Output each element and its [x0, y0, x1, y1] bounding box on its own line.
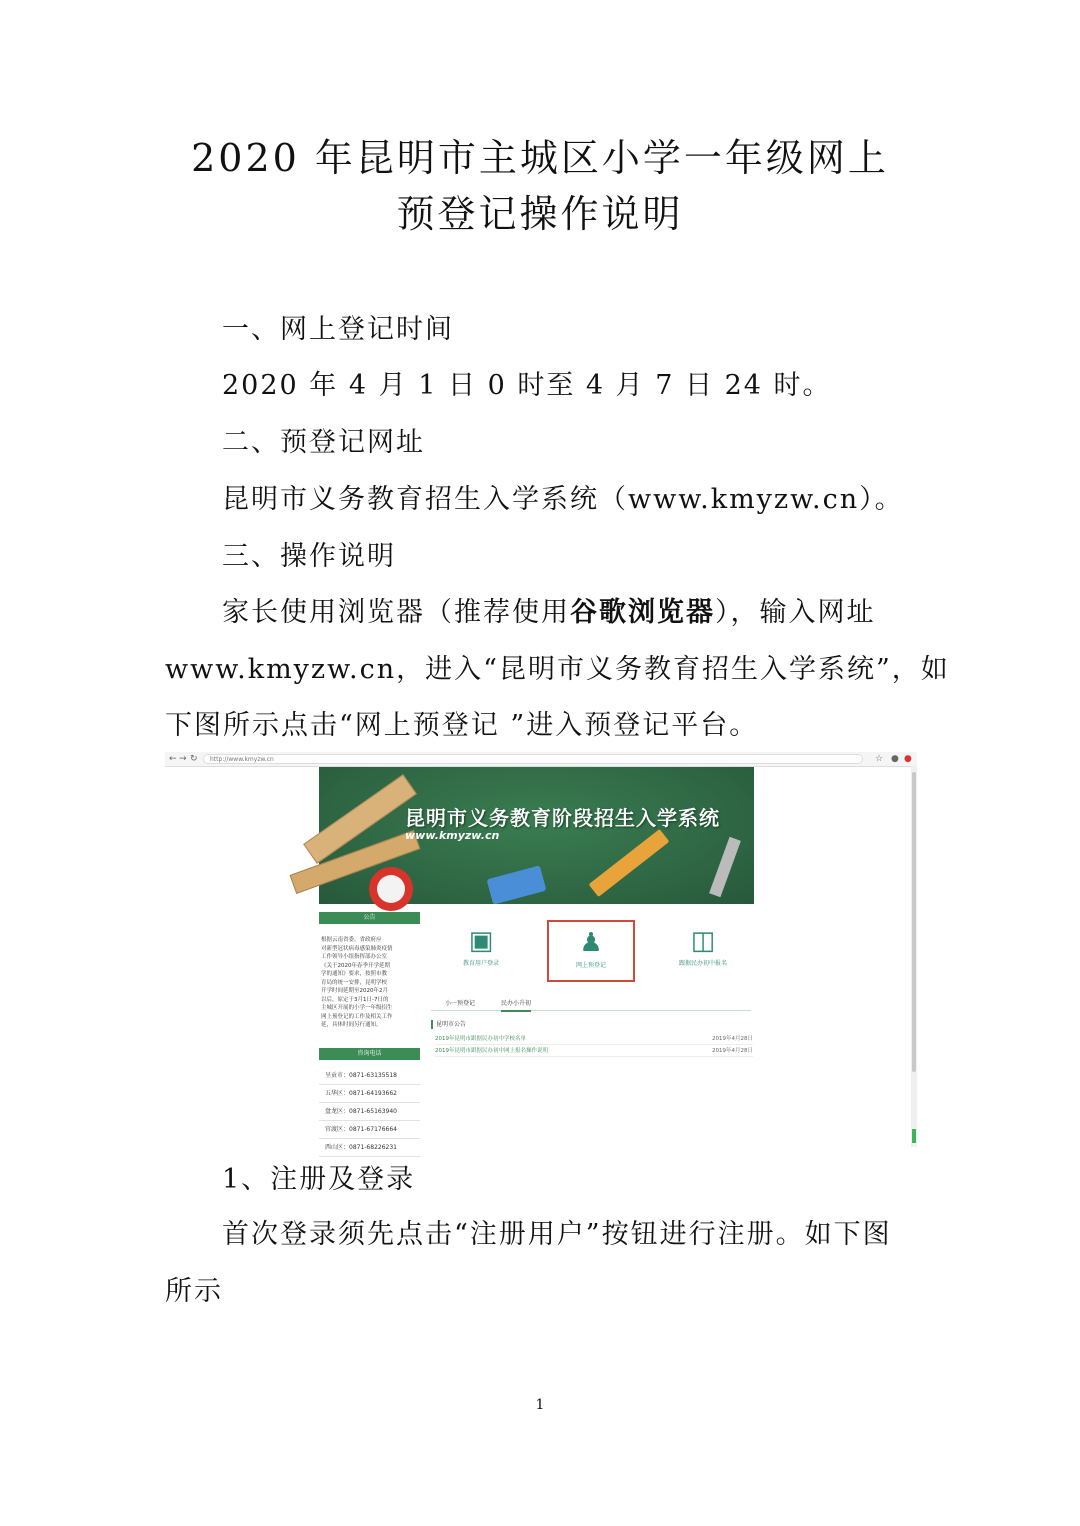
section3-paragraph-line1	[222, 593, 917, 633]
website-screenshot	[165, 752, 917, 1151]
clock-illustration	[369, 867, 413, 911]
section1-text: 2020 年 4 月 1 日 0 时至 4 月 7 日 24 时。	[222, 370, 832, 401]
star-icon: ☆	[875, 754, 884, 764]
news-item[interactable]: 2019年昆明市跟据民办初中学校名单 2019年4月28日	[435, 1034, 753, 1045]
section3-paragraph-line2: www.kmyzw.cn，进入“昆明市义务教育招生入学系统”，如	[165, 654, 950, 685]
section3-text-c: ），输入网址	[715, 597, 876, 628]
news-tabs	[431, 998, 751, 1011]
phone-list	[319, 1067, 420, 1157]
account-icon: ●	[891, 754, 899, 764]
online-preregistration-button[interactable]: ♟ 网上预登记	[547, 920, 635, 982]
forward-icon: →	[179, 754, 187, 764]
section3-heading: 三、操作说明	[222, 541, 396, 572]
section3-paragraph-line3: 下图所示点击“网上预登记 ”进入预登记平台。	[165, 710, 759, 741]
site-banner	[319, 767, 754, 904]
phone-row: 五华区：0871-64193662	[319, 1085, 420, 1103]
scrollbar-thumb	[912, 772, 916, 1072]
subsection1-heading: 1、注册及登录	[222, 1164, 416, 1195]
notice-body: 根据云南省委、省政府应 对新型冠状病毒感染肺炎疫情 工作领导小组指挥部办公室 《关于2020年春季开学延期 学的通知》要求，按照市教 育局的统一安排，昆明学校 开学时间延期至2020年2月 以后，原定于3月1日-7日的 主城区开展的小学一年级招生 网上预登记的工作及相关工作 延，具体时间另行通知。	[321, 937, 393, 1028]
section2-heading: 二、预登记网址	[222, 427, 425, 458]
news-item[interactable]: 2019年昆明市跟据民办初中网上报名操作说明 2019年4月28日	[435, 1046, 753, 1057]
news-heading: 昆明市公告	[431, 1020, 466, 1029]
doc-title-line1: 2020 年昆明市主城区小学一年级网上	[191, 136, 889, 180]
menu-icon: ●	[904, 754, 912, 764]
doc-title-line2: 预登记操作说明	[396, 192, 684, 236]
site-url: www.kmyzw.cn	[405, 829, 500, 842]
phone-row: 呈贡市：0871-63135518	[319, 1067, 420, 1085]
address-bar: http://www.kmyzw.cn	[203, 754, 863, 764]
phone-row: 盘龙区：0871-65163940	[319, 1103, 420, 1121]
scrollbar-indicator	[912, 1129, 916, 1143]
page-number: 1	[535, 1397, 545, 1413]
sidebar	[319, 912, 420, 1151]
section3-text-a: 家长使用浏览器（推荐使用	[222, 597, 570, 628]
phone-row: 西山区：0871-68226231	[319, 1139, 420, 1157]
private-middle-school-signup-button[interactable]: ◫ 跟据民办初中报名	[659, 920, 747, 982]
scrollbar	[911, 766, 917, 1147]
phone-row: 官渡区：0871-67176664	[319, 1121, 420, 1139]
subsection1-paragraph-line1: 首次登录须先点击“注册用户”按钮进行注册。如下图	[222, 1219, 892, 1250]
browser-toolbar	[165, 752, 917, 767]
reload-icon: ↻	[190, 754, 198, 764]
people-icon: ♟	[579, 928, 603, 958]
subsection1-paragraph-line2: 所示	[165, 1276, 223, 1307]
notice-heading: 公告	[319, 912, 420, 924]
id-card-icon: ▣	[468, 926, 494, 956]
education-user-login-button[interactable]: ▣ 教育用户登录	[437, 920, 525, 982]
recommended-browser: 谷歌浏览器	[570, 597, 715, 628]
site-title: 昆明市义务教育阶段招生入学系统	[405, 806, 720, 830]
tab-grade1-registration[interactable]: 小一预登记	[445, 1000, 476, 1007]
presentation-icon: ◫	[690, 926, 716, 956]
contact-heading: 咨询电话	[319, 1048, 420, 1060]
tab-private-middle-school[interactable]: 民办小升初	[501, 998, 531, 1012]
back-icon: ←	[169, 754, 177, 764]
section2-text: 昆明市义务教育招生入学系统（www.kmyzw.cn）。	[222, 484, 904, 515]
section1-heading: 一、网上登记时间	[222, 314, 454, 345]
